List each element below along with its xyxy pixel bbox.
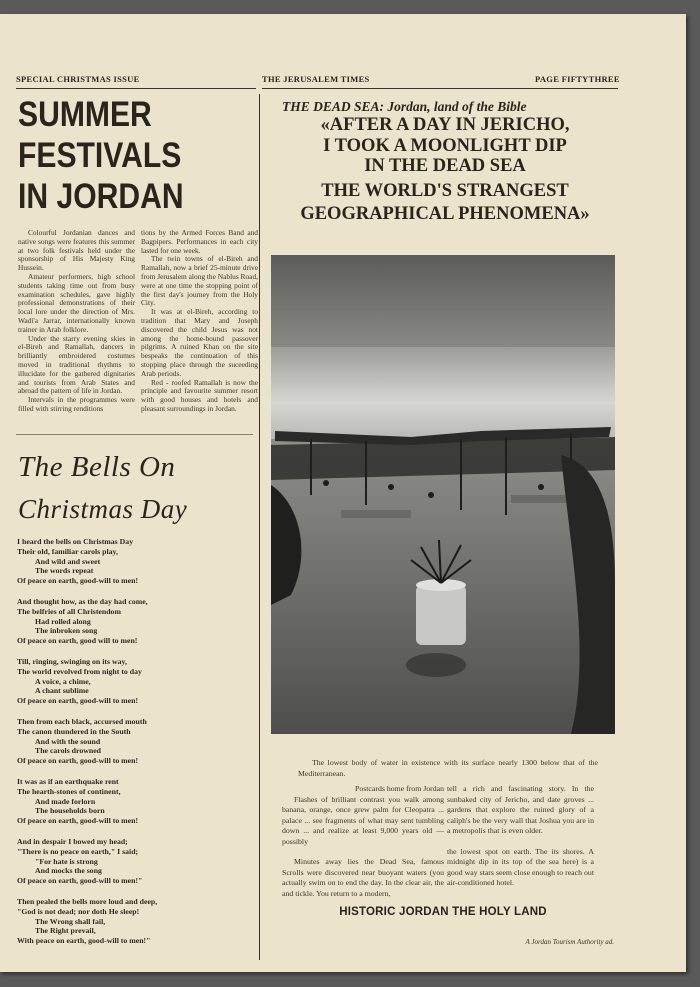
poem-line: The carols drowned	[35, 746, 101, 756]
article-paragraph: It was at el-Bireh, according to tradition that Mary and Joseph discovered the child Jesus was not among the home-bound passover pilgrims. A ruined Khan on the site bespeaks the continuation of this stopping place through the suceeding Arab periods.	[141, 307, 258, 378]
section-rule	[16, 434, 253, 435]
poem-line: I heard the bells on Christmas Day	[17, 537, 134, 546]
poem-line: With peace on earth, good-will to men!"	[17, 936, 151, 946]
article-paragraph: Postcards home from Jordan	[355, 784, 444, 793]
poem-line: The words repeat	[35, 566, 94, 576]
dead-sea-kicker	[282, 99, 527, 115]
poem-line: The world revolved from night to day	[17, 666, 142, 676]
poem-line: "God is not dead; nor doth He sleep!	[17, 906, 140, 916]
issue-label: SPECIAL CHRISTMAS ISSUE	[16, 74, 140, 84]
poem-line: Of peace on earth, good-will to men!	[17, 576, 139, 586]
festivals-title-line: FESTIVALS	[18, 136, 182, 175]
poem-line: And with the sound	[35, 736, 101, 746]
headline-line: GEOGRAPHICAL PHENOMENA»	[300, 204, 590, 224]
poem-line: Of peace on earth, good-will to men!	[17, 816, 139, 826]
poem-stanza	[17, 777, 247, 826]
poem-line: And wild and sweet	[35, 556, 101, 566]
poem-line: Of peace on earth, good-will to men!	[17, 756, 139, 766]
poem-stanza	[17, 897, 247, 946]
dead-sea-column-b	[447, 784, 594, 889]
poem-stanza	[17, 717, 247, 766]
headline-line: «AFTER A DAY IN JERICHO,	[320, 115, 570, 135]
poem-line: The households born	[35, 806, 105, 816]
kicker-subtitle: : Jordan, land of the Bible	[379, 99, 527, 114]
newspaper-name: THE JERUSALEM TIMES	[262, 74, 370, 84]
header-rule-left	[16, 88, 256, 89]
article-paragraph: Minutes away lies the Dead Sea, famous Scrolls were discovered near buoyant waters (you actually swim on to end the day. In the clear air, the and tickle. You return to a modern,	[282, 857, 444, 898]
headline-line: IN THE DEAD SEA	[364, 156, 526, 176]
poem-line: Of peace on earth, good-will to men!"	[17, 876, 143, 886]
poem-title-line-1: The Bells On	[18, 451, 176, 483]
poem-line: Till, ringing, swinging on its way,	[17, 656, 127, 666]
article-paragraph: the lowest spot on earth. The its shores. A midnight dip in its top of the sea here) is a good way stars seem close enough to reach out air-conditioned hotel.	[447, 846, 594, 887]
poem-body	[17, 537, 247, 946]
headline-line: I TOOK A MOONLIGHT DIP	[323, 135, 567, 156]
poem-line: Of peace on earth, good will to men!	[17, 636, 138, 646]
poem-line: The Wrong shall fail,	[35, 916, 106, 926]
poem-line: And mocks the song	[35, 866, 102, 876]
festivals-column-2	[141, 229, 258, 414]
poem-line: Then from each black, accursed mouth	[17, 716, 147, 726]
poem-line: Their old, familiar carols play,	[17, 546, 118, 556]
poem-line: Had rolled along	[35, 616, 91, 626]
page-number: PAGE FIFTYTHREE	[535, 74, 620, 84]
poem-line: The belfries of all Christendom	[17, 606, 121, 616]
dead-sea-lead: The lowest body of water in existence with its surface nearly 1300 below that of the Mediterranean.	[298, 758, 598, 778]
festivals-title-line: SUMMER	[18, 95, 152, 134]
poem-title	[18, 446, 187, 530]
poem-line: It was as if an earthquake rent	[17, 776, 119, 786]
dead-sea-column-a	[282, 784, 444, 899]
poem-stanza	[17, 657, 247, 706]
tourism-slogan: HISTORIC JORDAN THE HOLY LAND	[339, 906, 547, 918]
kicker-place: THE DEAD SEA	[282, 99, 380, 114]
dead-sea-headline	[270, 115, 620, 225]
article-paragraph: Intervals in the programmes were filled with stirring renditions	[18, 395, 135, 413]
festivals-title-line: IN JORDAN	[18, 177, 184, 216]
poem-line: And in despair I bowed my head;	[17, 836, 128, 846]
article-paragraph: Flashes of brilliant contrast you walk among banana, orange, once grew palm for Cleopatra ... palace ... see fragments of what may sent tumbling down ... and realize at least 9,000 years old — possibly	[282, 794, 444, 846]
poem-line: The canon thundered in the South	[17, 726, 131, 736]
poem-line: A chant sublime	[35, 686, 89, 696]
column-divider	[259, 94, 260, 960]
article-paragraph: The twin towns of el-Bireh and Ramallah, now a brief 25-minute drive from Jerusalem along the Nablus Road, were at one time the stopping point of the first day's journey from the Holy City.	[141, 254, 258, 308]
poem-line: And made forlorn	[35, 796, 96, 806]
article-paragraph: tell a rich and fascinating story. In the sunbaked city of Jericho, and date groves ... gardens that explore the ruined glory of a caliph's be the very wall that Joshua you are in a metropolis that is even older.	[447, 784, 594, 835]
article-paragraph: tions by the Armed Forces Band and Bagpipers. Performances in each city lasted for one week.	[141, 228, 258, 255]
poem-line: "There is no peace on earth," I said;	[17, 846, 139, 856]
article-paragraph: Red - roofed Ramallah is now the principle and favourite summer resort with good houses and hotels and pleasant surroundings in Jordan.	[141, 377, 258, 413]
article-paragraph: Colourful Jordanian dances and native songs were features this summer at two folk festivals held under the sponsorship of His Majesty King Hussein.	[18, 228, 135, 273]
article-paragraph: Amateur performers, high school students taking time out from busy examination schedules, gave highly professional demonstrations of their local lore under the direction of Mrs. Wadi'a Jarrar, internationally known trainer in Arab folklore.	[18, 271, 135, 334]
newspaper-page	[0, 14, 686, 972]
poem-line: "For hate is strong	[35, 856, 98, 866]
ad-credit: A Jordan Tourism Authority ad.	[525, 938, 614, 946]
poem-line: The hearth-stones of continent,	[17, 786, 121, 796]
poem-line: Of peace on earth, good-will to men!	[17, 696, 139, 706]
poem-line: The Right prevail,	[35, 926, 96, 936]
poem-stanza	[17, 837, 247, 886]
header-rule-right	[262, 88, 618, 89]
poem-title-line-2: Christmas Day	[18, 494, 188, 524]
poem-stanza	[17, 537, 247, 586]
festivals-title	[18, 94, 184, 217]
poem-line: And thought how, as the day had come,	[17, 596, 148, 606]
article-paragraph: Under the starry evening skies in el-Bireh and Ramallah, dancers in brilliantly embroidered costumes moved in traditional rhythms to illucidate for the gathered dignitaries and tourists from Arab States and abroad the pattern of life in Jordan.	[18, 333, 135, 396]
poem-line: Then pealed the bells more loud and deep,	[17, 896, 158, 906]
dead-sea-photo	[271, 255, 615, 734]
poem-stanza	[17, 597, 247, 646]
poem-line: The inbroken song	[35, 626, 98, 636]
poem-line: A voice, a chime,	[35, 676, 91, 686]
festivals-column-1	[18, 229, 135, 414]
headline-line: THE WORLD'S STRANGEST	[321, 180, 569, 201]
